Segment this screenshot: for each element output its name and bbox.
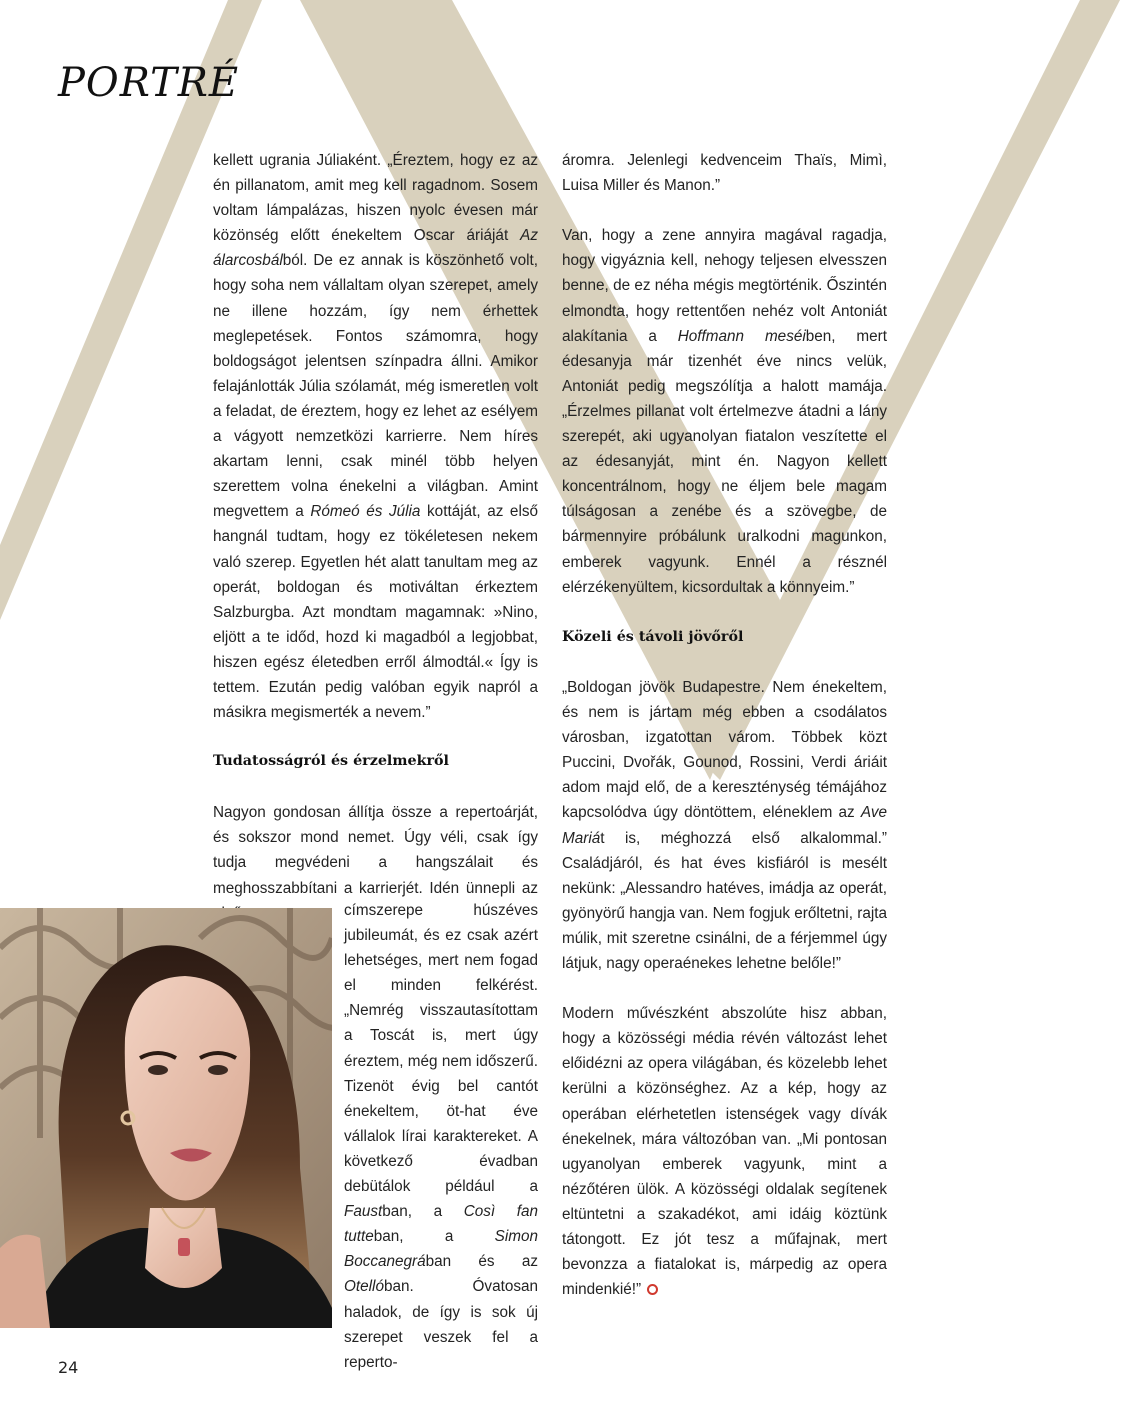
italic-title: Hoffmann meséi xyxy=(677,327,806,345)
paragraph xyxy=(344,898,538,1375)
portrait-photo xyxy=(0,908,332,1328)
text-run: ban, a xyxy=(373,1228,495,1246)
article-column-right xyxy=(562,148,887,1302)
italic-title: Rómeó és Júlia xyxy=(310,503,421,521)
italic-title: Così fan tutte xyxy=(344,1203,538,1246)
subheading: Tudatosságról és érzelmekről xyxy=(213,753,449,770)
page-number: 24 xyxy=(58,1358,79,1377)
text-run: címszerepe húszéves jubileumát, és ez csak azért lehetséges, mert nem fogad el minden felkérést. „Nemrég visszautasítottam a Toscát is, mert úgy éreztem, még nem időszerű. Tizenöt évig bel cantót énekeltem, öt-hat éve vállalok lírai karaktereket. A következő évadban debütálok például a xyxy=(344,902,538,1196)
text-run: t is, méghozzá első alkalommal.” Családjáról, és hat éves kisfiáról is mesélt nekünk: „Alessandro hatéves, imádja az operát, gyönyörű hangja van. Nem fogjuk erőltetni, rajta múlik, mit szeretne csinálni, de a férjemmel úgy látjuk, nagy operaénekes lehetne belőle!” xyxy=(562,829,887,972)
text-run: kottáját, az első hangnál tudtam, hogy ez tökéletesen nekem való szerep. Egyetlen hét alatt tanultam meg az operát, boldogan és motiváltan érkeztem Salzburgba. Azt mondtam magamnak: »Nino, eljött a te időd, hozd ki magadból a legjobbat, hiszen egész életedben erről álmodtál.« Így is tettem. Ezután pedig valóban egyik napról a másikra megismerték a nevem.” xyxy=(213,503,538,722)
text-run: ban és az xyxy=(425,1253,538,1271)
text-run: ból. De ez annak is köszönhető volt, hogy soha nem vállaltam olyan szerepet, amely ne illene hozzám, így nem érhettek meglepetések. Fontos számomra, hogy boldogságot jelentsen színpadra állni. Amikor felajánlották Júlia szólamát, még ismeretlen volt a feladat, de éreztem, hogy ez lehet az esélyem a vágyott nemzetközi karrierre. Nem híres akartam lenni, csak minél több helyen szerettem volna énekelni a világban. Amint megvettem a xyxy=(213,252,538,521)
end-of-article-icon xyxy=(647,1284,658,1295)
text-run: ban. Óvatosan haladok, de így is sok új szerepet veszek fel a reperto- xyxy=(344,1278,538,1371)
text-run: ban, a xyxy=(382,1203,464,1221)
paragraph xyxy=(562,148,887,198)
paragraph xyxy=(562,675,887,976)
text-run: Modern művészként abszolúte hisz abban, hogy a közösségi média révén változást lehet előidézni az opera világában, és közelebb lehet kerülni a közönséghez. Az a kép, hogy az operában elérhetetlen istenségek vagy dívák énekelnek, mára változóban van. „Mi pontosan ugyanolyan emberek vagyunk, mint a nézőtéren ülök. A közösségi oldalak segítenek eltüntetni a szakadékot, ami idáig köztünk tátongott. Ez jót tesz a műfajnak, mert bevonzza a fiatalokat is, márpedig az opera mindenkié!” xyxy=(562,1005,887,1299)
section-title: PORTRÉ xyxy=(58,60,240,106)
text-run: ben, mert édesanyja már tizenhét éve nincs velük, Antoniát pedig megszólítja a halott mamája. „Érzelmes pillanat volt értelmezve átadni a lány szerepét, aki ugyanolyan fiatalon veszítette el az édesanyját, mint én. Nagyon kellett koncentrálnom, hogy ne éljem bele magam túlságosan a zenébe és a szövegbe, de bármennyire próbálunk uralkodni magunkon, emberek vagyunk. Ennél a résznél elérzékenyültem, kicsordultak a könnyeim.” xyxy=(562,327,887,596)
article-wrap-text xyxy=(344,898,538,1375)
paragraph xyxy=(213,148,538,725)
text-run: Van, hogy a zene annyira magával ragadja, hogy vigyáznia kell, nehogy teljesen elvesszen benne, de ez néha mégis megtörténik. Őszintén elmondta, hogy rettentően nehéz volt Antoniát alakítania a xyxy=(562,227,887,345)
italic-title: Az álarcosbál xyxy=(213,227,538,270)
paragraph xyxy=(562,223,887,599)
text-run: „Boldogan jövök Budapestre. Nem énekeltem, és nem is jártam még ebben a csodálatos városban, izgatottan várom. Többek közt Puccini, Dvořák, Gounod, Rossini, Verdi áriáit adom majd elő, de a kereszténység témájához kapcsolódva úgy döntöttem, eléneklem az xyxy=(562,678,887,822)
italic-title: Faust xyxy=(344,1203,383,1221)
text-run: áromra. Jelenlegi kedvenceim Thaïs, Mimì, Luisa Miller és Manon.” xyxy=(562,152,887,195)
text-run: kellett ugrania Júliaként. „Éreztem, hogy ez az én pillanatom, amit meg kell ragadnom. Sosem voltam lámpalázas, hiszen nyolc évesen már közönség előtt énekeltem Oscar áriáját xyxy=(213,152,538,245)
article-column-left xyxy=(213,148,538,926)
paragraph xyxy=(562,1001,887,1302)
italic-title: Ave Mariá xyxy=(562,804,887,847)
subheading: Közeli és távoli jövőről xyxy=(562,628,744,645)
italic-title: Simon Boccanegrá xyxy=(344,1228,538,1271)
italic-title: Otelló xyxy=(344,1278,384,1296)
text-run: Nagyon gondosan állítja össze a repertoárját, és sokszor mond nemet. Úgy véli, csak így tudja megvédeni a hangszálait és meghosszabbítani a karrierjét. Idén ünnepli az xyxy=(213,804,538,897)
